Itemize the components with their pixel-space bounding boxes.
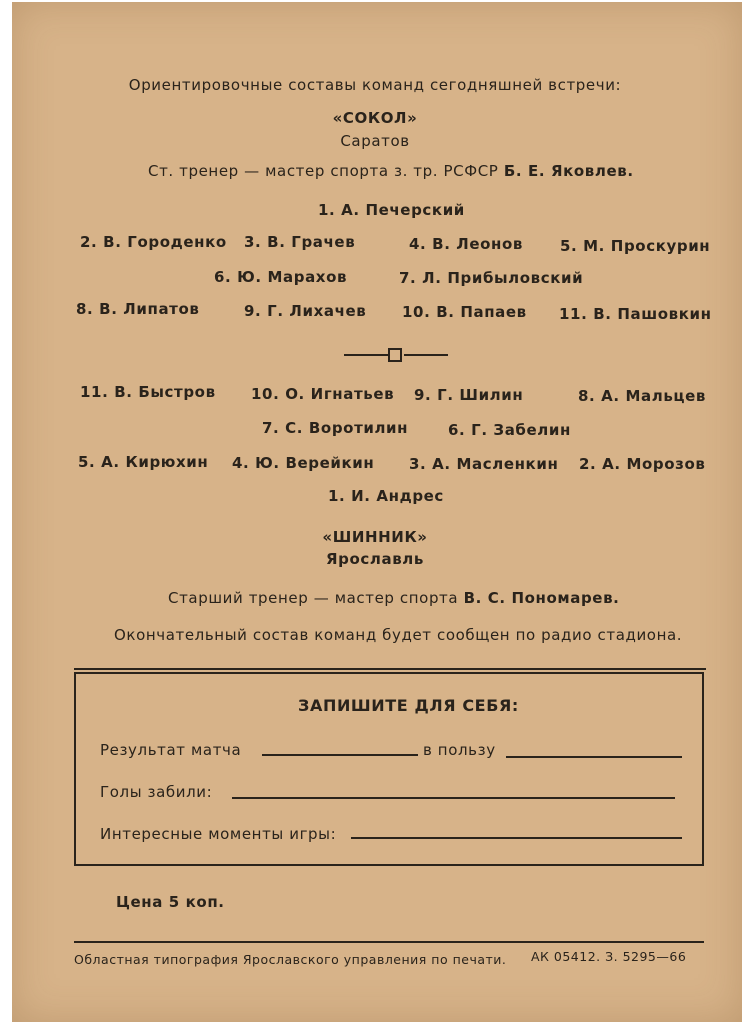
team2-name: «ШИННИК» [322,528,428,546]
team2-player-8: 8. А. Мальцев [578,387,706,405]
result-field[interactable] [262,754,418,756]
team2-player-10: 10. О. Игнатьев [251,385,395,403]
divider-left-line [344,354,388,356]
team1-player-8: 8. В. Липатов [76,300,200,318]
team2-player-6: 6. Г. Забелин [448,421,571,439]
team1-name: «СОКОЛ» [332,109,418,127]
team2-player-3: 3. А. Масленкин [409,455,559,473]
team1-player-6: 6. Ю. Марахов [214,268,348,286]
team1-player-5: 5. М. Проскурин [560,237,711,255]
result-label: Результат матча [100,741,242,759]
team1-player-9: 9. Г. Лихачев [244,302,367,320]
moments-field[interactable] [351,837,682,839]
team1-player-2: 2. В. Городенко [80,233,227,251]
team2-coach [168,589,619,607]
team1-coach [148,162,634,180]
in-favor-label: в пользу [423,741,496,759]
divider-square-icon [388,348,402,362]
team1-player-10: 10. В. Папаев [402,303,527,321]
printer-imprint: Областная типография Ярославского управления по печати. [74,952,507,967]
divider-right-line [404,354,448,356]
team2-coach-prefix: Старший тренер — мастер спорта [168,589,459,607]
goals-field[interactable] [232,797,675,799]
team1-player-3: 3. В. Грачев [244,233,356,251]
in-favor-field[interactable] [506,756,682,758]
team1-player-7: 7. Л. Прибыловский [399,269,584,287]
team2-player-4: 4. Ю. Верейкин [232,454,375,472]
team1-player-4: 4. В. Леонов [409,235,524,253]
team2-player-1: 1. И. Андрес [328,487,444,505]
team2-player-9: 9. Г. Шилин [414,386,524,404]
team2-player-5: 5. А. Кирюхин [78,453,209,471]
team2-city: Ярославль [326,550,424,568]
moments-label: Интересные моменты игры: [100,825,337,843]
team2-coach-name: В. С. Пономарев. [463,589,620,607]
price: Цена 5 коп. [116,893,225,911]
team1-coach-prefix: Ст. тренер — мастер спорта з. тр. РСФСР [148,162,499,180]
team1-coach-name: Б. Е. Яковлев. [503,162,634,180]
box-top-rule [74,668,706,670]
footer-rule [74,941,704,943]
notes-title: ЗАПИШИТЕ ДЛЯ СЕБЯ: [298,696,519,715]
team1-player-1: 1. А. Печерский [318,201,465,219]
lineups-intro: Ориентировочные составы команд сегодняшней встречи: [128,76,622,94]
team1-city: Саратов [340,132,410,150]
goals-label: Голы забили: [100,783,213,801]
program-sheet [12,2,742,1022]
final-lineup-notice: Окончательный состав команд будет сообщен по радио стадиона. [114,626,683,644]
team1-player-11: 11. В. Пашовкин [559,305,712,323]
team2-player-2: 2. А. Морозов [579,455,706,473]
team2-player-11: 11. В. Быстров [80,383,216,401]
print-code: АК 05412. З. 5295—66 [531,949,687,964]
team2-player-7: 7. С. Воротилин [262,419,409,437]
